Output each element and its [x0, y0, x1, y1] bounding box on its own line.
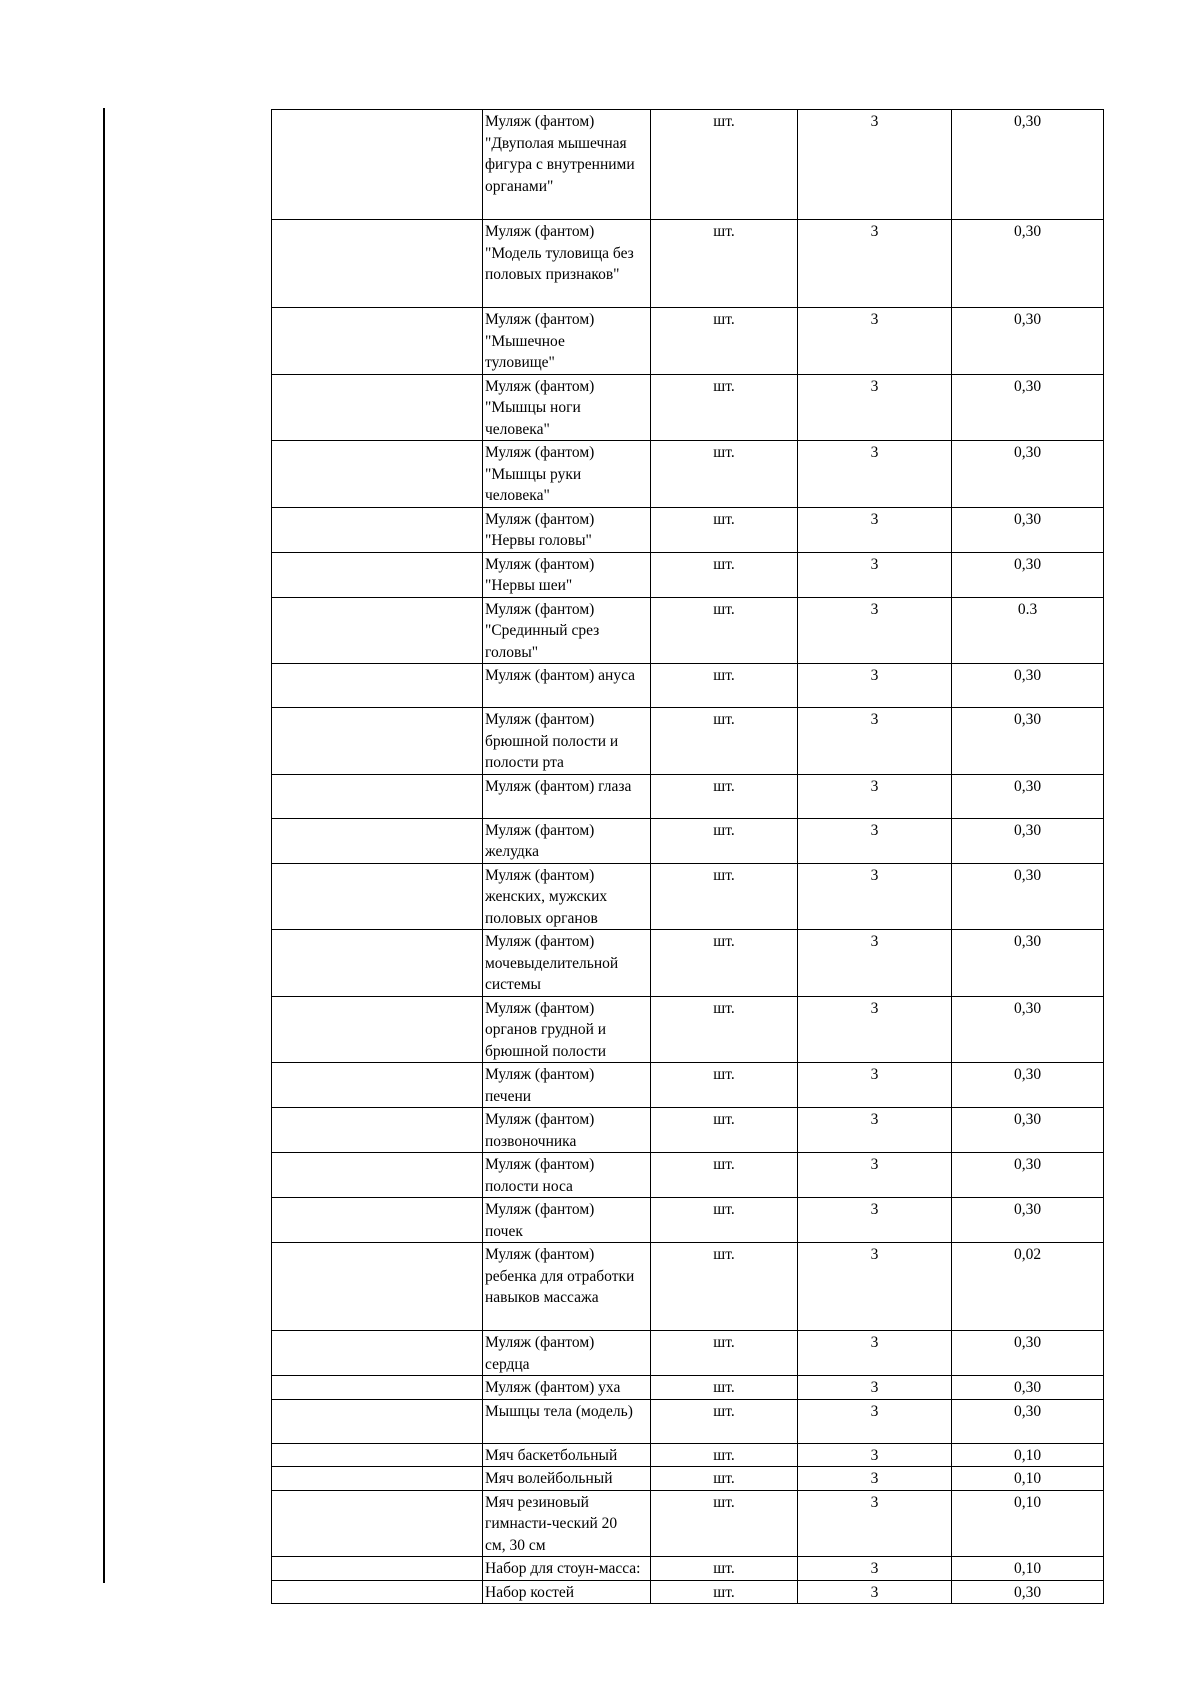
item-quantity: 3	[798, 110, 952, 220]
item-norm: 0,30	[952, 110, 1104, 220]
table-row	[272, 110, 1104, 220]
item-name: Мышцы тела (модель)	[483, 1399, 651, 1443]
blank-cell	[272, 708, 483, 775]
item-quantity: 3	[798, 1467, 952, 1491]
item-name: Мяч волейбольный	[483, 1467, 651, 1491]
table-row	[272, 1108, 1104, 1153]
item-unit: шт.	[651, 996, 798, 1063]
table-row	[272, 1580, 1104, 1604]
item-quantity: 3	[798, 552, 952, 597]
item-unit: шт.	[651, 220, 798, 308]
item-norm: 0,10	[952, 1443, 1104, 1467]
table-row	[272, 552, 1104, 597]
item-unit: шт.	[651, 708, 798, 775]
item-name: Муляж (фантом) сердца	[483, 1331, 651, 1376]
item-quantity: 3	[798, 930, 952, 997]
item-norm: 0,30	[952, 708, 1104, 775]
item-quantity: 3	[798, 774, 952, 818]
table-row	[272, 374, 1104, 441]
item-norm: 0.3	[952, 597, 1104, 664]
item-unit: шт.	[651, 1108, 798, 1153]
item-norm: 0,30	[952, 930, 1104, 997]
item-name: Муляж (фантом) почек	[483, 1198, 651, 1243]
table-row	[272, 1376, 1104, 1400]
item-name: Муляж (фантом) "Срединный срез головы"	[483, 597, 651, 664]
item-name: Муляж (фантом) желудка	[483, 818, 651, 863]
item-quantity: 3	[798, 374, 952, 441]
blank-cell	[272, 374, 483, 441]
equipment-table-body	[272, 110, 1104, 1604]
item-unit: шт.	[651, 374, 798, 441]
table-row	[272, 818, 1104, 863]
item-norm: 0,30	[952, 818, 1104, 863]
item-unit: шт.	[651, 110, 798, 220]
item-norm: 0,10	[952, 1490, 1104, 1557]
table-row	[272, 1443, 1104, 1467]
item-quantity: 3	[798, 1376, 952, 1400]
item-name: Муляж (фантом) "Модель туловища без половых признаков"	[483, 220, 651, 308]
item-unit: шт.	[651, 930, 798, 997]
item-norm: 0,30	[952, 1399, 1104, 1443]
blank-cell	[272, 1108, 483, 1153]
item-unit: шт.	[651, 774, 798, 818]
item-quantity: 3	[798, 1108, 952, 1153]
blank-cell	[272, 1331, 483, 1376]
item-unit: шт.	[651, 1153, 798, 1198]
item-quantity: 3	[798, 1063, 952, 1108]
item-norm: 0,30	[952, 1063, 1104, 1108]
item-name: Муляж (фантом) "Нервы головы"	[483, 507, 651, 552]
item-quantity: 3	[798, 863, 952, 930]
item-unit: шт.	[651, 1243, 798, 1331]
table-row	[272, 664, 1104, 708]
blank-cell	[272, 1376, 483, 1400]
item-norm: 0,30	[952, 1108, 1104, 1153]
item-quantity: 3	[798, 441, 952, 508]
blank-cell	[272, 1490, 483, 1557]
blank-cell	[272, 1557, 483, 1581]
item-norm: 0,30	[952, 774, 1104, 818]
item-quantity: 3	[798, 996, 952, 1063]
left-margin-rule	[103, 108, 105, 1583]
blank-cell	[272, 1467, 483, 1491]
item-unit: шт.	[651, 1467, 798, 1491]
blank-cell	[272, 1399, 483, 1443]
item-name: Муляж (фантом) "Нервы шеи"	[483, 552, 651, 597]
blank-cell	[272, 996, 483, 1063]
table-row	[272, 507, 1104, 552]
item-norm: 0,30	[952, 552, 1104, 597]
item-norm: 0,02	[952, 1243, 1104, 1331]
item-quantity: 3	[798, 220, 952, 308]
item-quantity: 3	[798, 664, 952, 708]
item-unit: шт.	[651, 1331, 798, 1376]
item-unit: шт.	[651, 552, 798, 597]
item-name: Мяч баскетбольный	[483, 1443, 651, 1467]
blank-cell	[272, 1443, 483, 1467]
table-row	[272, 930, 1104, 997]
item-quantity: 3	[798, 1557, 952, 1581]
table-row	[272, 1243, 1104, 1331]
item-norm: 0,10	[952, 1557, 1104, 1581]
blank-cell	[272, 818, 483, 863]
item-name: Муляж (фантом) позвоночника	[483, 1108, 651, 1153]
item-norm: 0,10	[952, 1467, 1104, 1491]
item-unit: шт.	[651, 1580, 798, 1604]
item-norm: 0,30	[952, 1376, 1104, 1400]
item-quantity: 3	[798, 1580, 952, 1604]
blank-cell	[272, 507, 483, 552]
item-unit: шт.	[651, 1198, 798, 1243]
table-row	[272, 1399, 1104, 1443]
blank-cell	[272, 441, 483, 508]
item-quantity: 3	[798, 1153, 952, 1198]
item-norm: 0,30	[952, 1153, 1104, 1198]
item-unit: шт.	[651, 441, 798, 508]
item-unit: шт.	[651, 818, 798, 863]
item-unit: шт.	[651, 1490, 798, 1557]
item-quantity: 3	[798, 1399, 952, 1443]
table-row	[272, 597, 1104, 664]
item-norm: 0,30	[952, 664, 1104, 708]
item-name: Муляж (фантом) полости носа	[483, 1153, 651, 1198]
blank-cell	[272, 1580, 483, 1604]
item-unit: шт.	[651, 1443, 798, 1467]
table-row	[272, 1490, 1104, 1557]
item-norm: 0,30	[952, 441, 1104, 508]
item-name: Муляж (фантом) печени	[483, 1063, 651, 1108]
table-row	[272, 308, 1104, 375]
blank-cell	[272, 1153, 483, 1198]
item-unit: шт.	[651, 308, 798, 375]
item-norm: 0,30	[952, 996, 1104, 1063]
table-row	[272, 1063, 1104, 1108]
table-row	[272, 863, 1104, 930]
item-norm: 0,30	[952, 1198, 1104, 1243]
item-norm: 0,30	[952, 308, 1104, 375]
blank-cell	[272, 774, 483, 818]
item-name: Муляж (фантом) уха	[483, 1376, 651, 1400]
item-quantity: 3	[798, 308, 952, 375]
item-name: Муляж (фантом) "Мышечное туловище"	[483, 308, 651, 375]
item-quantity: 3	[798, 507, 952, 552]
item-quantity: 3	[798, 708, 952, 775]
item-name: Набор для стоун-масса:	[483, 1557, 651, 1581]
blank-cell	[272, 1243, 483, 1331]
table-row	[272, 708, 1104, 775]
item-name: Муляж (фантом) "Мышцы ноги человека"	[483, 374, 651, 441]
item-unit: шт.	[651, 664, 798, 708]
item-norm: 0,30	[952, 863, 1104, 930]
blank-cell	[272, 110, 483, 220]
table-row	[272, 1153, 1104, 1198]
item-unit: шт.	[651, 597, 798, 664]
table-row	[272, 1198, 1104, 1243]
item-norm: 0,30	[952, 1331, 1104, 1376]
table-row	[272, 441, 1104, 508]
item-norm: 0,30	[952, 507, 1104, 552]
item-name: Муляж (фантом) женских, мужских половых органов	[483, 863, 651, 930]
blank-cell	[272, 664, 483, 708]
item-quantity: 3	[798, 818, 952, 863]
item-unit: шт.	[651, 1063, 798, 1108]
item-norm: 0,30	[952, 374, 1104, 441]
blank-cell	[272, 220, 483, 308]
item-unit: шт.	[651, 1399, 798, 1443]
table-row	[272, 996, 1104, 1063]
item-quantity: 3	[798, 1490, 952, 1557]
item-quantity: 3	[798, 597, 952, 664]
blank-cell	[272, 597, 483, 664]
table-row	[272, 774, 1104, 818]
equipment-table	[271, 109, 1104, 1604]
item-quantity: 3	[798, 1243, 952, 1331]
blank-cell	[272, 930, 483, 997]
item-unit: шт.	[651, 863, 798, 930]
item-quantity: 3	[798, 1443, 952, 1467]
item-name: Муляж (фантом) мочевыделительной системы	[483, 930, 651, 997]
item-name: Муляж (фантом) ребенка для отработки навыков массажа	[483, 1243, 651, 1331]
item-quantity: 3	[798, 1331, 952, 1376]
table-row	[272, 1331, 1104, 1376]
item-name: Муляж (фантом) органов грудной и брюшной полости	[483, 996, 651, 1063]
item-quantity: 3	[798, 1198, 952, 1243]
item-unit: шт.	[651, 1376, 798, 1400]
table-row	[272, 1467, 1104, 1491]
item-name: Мяч резиновый гимнасти-ческий 20 см, 30 см	[483, 1490, 651, 1557]
item-name: Набор костей	[483, 1580, 651, 1604]
blank-cell	[272, 863, 483, 930]
item-unit: шт.	[651, 507, 798, 552]
table-row	[272, 1557, 1104, 1581]
blank-cell	[272, 308, 483, 375]
item-name: Муляж (фантом) "Двуполая мышечная фигура с внутренними органами"	[483, 110, 651, 220]
item-unit: шт.	[651, 1557, 798, 1581]
blank-cell	[272, 1063, 483, 1108]
item-name: Муляж (фантом) глаза	[483, 774, 651, 818]
table-row	[272, 220, 1104, 308]
blank-cell	[272, 552, 483, 597]
item-norm: 0,30	[952, 1580, 1104, 1604]
item-name: Муляж (фантом) "Мышцы руки человека"	[483, 441, 651, 508]
item-name: Муляж (фантом) брюшной полости и полости рта	[483, 708, 651, 775]
blank-cell	[272, 1198, 483, 1243]
item-norm: 0,30	[952, 220, 1104, 308]
item-name: Муляж (фантом) ануса	[483, 664, 651, 708]
